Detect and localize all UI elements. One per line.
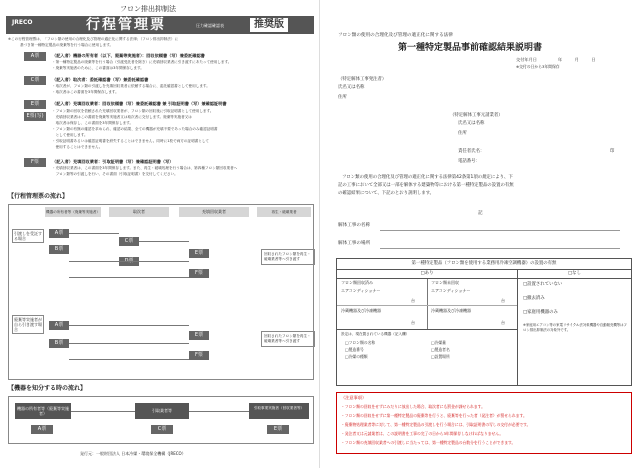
retention-note: ※交付の日から3年間保存 bbox=[516, 64, 560, 69]
section-heading: （記入者）取次者：委託確認書（写）兼委託確認書 bbox=[52, 77, 149, 82]
col-no[interactable]: □なし bbox=[518, 269, 631, 279]
flow-arrow bbox=[69, 233, 119, 234]
table-divider bbox=[337, 305, 517, 306]
table-header: 第一種特定製品（フロン類を使用する業務用冷凍空調機器）の設置の有無 bbox=[337, 259, 631, 270]
flow-col-recovery: 充填回収業者 bbox=[179, 207, 249, 217]
form-e: E票 bbox=[189, 249, 209, 258]
page-title: 行程管理票 bbox=[86, 17, 166, 33]
body-line-2: 記の工事において全部又は一部を解体する建築物等における第一種特定製品の設置の有無 bbox=[338, 183, 514, 188]
unit-label: 台 bbox=[501, 298, 505, 303]
equipment-table bbox=[336, 258, 632, 386]
unit-label: 台 bbox=[501, 320, 505, 325]
title-sub: 圧力確認確認表 bbox=[196, 23, 224, 28]
form-c: C票 bbox=[151, 425, 173, 434]
note-item: ・フロン類の回収をせずに第一種特定製品の廃棄等を行うと、廃棄等を行った者（発注者）が罰せられます。 bbox=[341, 413, 527, 418]
check-item[interactable]: □製造番号 bbox=[345, 347, 364, 352]
cell-recovered: フロン類回収済み bbox=[341, 280, 373, 285]
section-line: ・取次者はこの書面を3年間保存します。 bbox=[52, 90, 119, 94]
device-step-collector: 引取業者等 bbox=[135, 403, 189, 419]
device-flow-diagram bbox=[8, 396, 314, 444]
section-line: ・第一種特定製品の廃棄等を行う場合（引渡受託者を除き）に充填回収業者に引き渡すにあたって使用します。 bbox=[52, 60, 232, 64]
form-f: F票 bbox=[189, 351, 209, 360]
check-label: 設定は、現在置されている機器（記入欄） bbox=[341, 332, 410, 336]
unit-label: 台 bbox=[411, 298, 415, 303]
form-d: D票 bbox=[119, 257, 139, 266]
notes-title: （注意事項） bbox=[341, 395, 367, 400]
site-address-label: 解体工事の場所 bbox=[338, 241, 371, 246]
form-e: E票 bbox=[189, 331, 209, 340]
unit-label: 台 bbox=[411, 320, 415, 325]
section-line: ・フロン類の回収を依頼された充填回収業者が、フロン類の回収後に引取証明書として使用します。 bbox=[52, 109, 214, 113]
seal-mark: 印 bbox=[610, 149, 615, 154]
flow-col-owner: 機器の所有者等（廃棄等実施者） bbox=[45, 207, 101, 217]
flow-note-lower: 回収されたフロン類を再生・破壊業者等へ引き渡す bbox=[261, 331, 315, 347]
flow-case-delegated: 引渡しを受託する場合 bbox=[14, 231, 42, 241]
check-item[interactable]: □冷媒の種類 bbox=[345, 354, 368, 359]
law-caption: フロン排出抑制法 bbox=[120, 5, 176, 13]
applicant-address: 住所 bbox=[338, 95, 347, 100]
site-name-label: 解体工事の名称 bbox=[338, 223, 371, 228]
section-line: ・充填回収業者は、この書面を3年間保存します。また、再生・破壊処理を行う場合は、第四種フロン類回収業者へ bbox=[52, 166, 238, 170]
section-line: 充填回収業者はこの書面を廃棄等実施者又は取次者に交付します。廃棄等実施者又は bbox=[52, 115, 192, 119]
household-note: ※家庭用エアコン等の家電リサイクル法対象機器や自動販売機等はフロン排出抑制法の対象外です。 bbox=[523, 323, 627, 332]
applicant-label: （特定解体工事発注者） bbox=[338, 77, 387, 82]
section-tag: A票 bbox=[24, 52, 46, 61]
form-b: B票 bbox=[49, 339, 69, 348]
section-tag: E票(写) bbox=[24, 112, 46, 121]
device-step-owner: 機器の所有者等（廃棄等実施者） bbox=[15, 403, 71, 419]
contractor-address: 住所 bbox=[458, 131, 467, 136]
contractor-name: 氏名又は名称 bbox=[458, 121, 485, 126]
section-tag: E票 bbox=[24, 100, 46, 109]
ki-heading: 記 bbox=[478, 211, 483, 216]
flow-arrow bbox=[189, 411, 249, 412]
option-not-installed[interactable]: □設置されていない bbox=[523, 282, 563, 287]
table-divider bbox=[517, 278, 518, 386]
contractor-label: （特定解体工事元請業者） bbox=[450, 113, 503, 118]
body-line-1: フロン類の使用の合理化及び管理の適正化に関する法律第42条第1項の規定により、下 bbox=[342, 175, 513, 180]
flow-col-agent: 取次者 bbox=[109, 207, 169, 217]
notes-box bbox=[336, 392, 632, 454]
applicant-name: 氏名又は名称 bbox=[338, 85, 365, 90]
site-name-field[interactable] bbox=[380, 230, 620, 231]
section-line: フロン類等の引渡しを行い、その書面（引取証明書）を交付してください。 bbox=[52, 172, 178, 176]
law-line: フロン類の使用の合理化及び管理の適正化に関する法律 bbox=[338, 33, 453, 38]
section-heading: （記入者）充填回収業者：回収依頼書（写）兼委託確認書 兼 引取証明書（写）兼確認証明書 bbox=[52, 101, 227, 106]
section-line: として使用します。 bbox=[52, 133, 88, 137]
phone-label: 電話番号： bbox=[458, 159, 480, 164]
cell-fridge-unrecovered: 冷蔵機器及び冷凍機器 bbox=[431, 308, 471, 313]
check-item[interactable]: □冷媒量 bbox=[431, 340, 446, 345]
col-yes[interactable]: □あり bbox=[337, 269, 518, 279]
body-line-3: の確認結果について、下記のとおり説明します。 bbox=[338, 191, 435, 196]
section-heading: （記入者）機器の所有者（以下、廃棄等実施者）：回収依頼書（写）兼委託確認書 bbox=[52, 53, 205, 58]
cell-aircon-recovered: エアコンディショナー bbox=[341, 288, 381, 293]
title-bar bbox=[6, 16, 314, 34]
section-tag: C票 bbox=[24, 76, 46, 85]
flow-arrow bbox=[71, 411, 135, 412]
intro-line-1: ※この行程管理票は、「フロン類の使用の合理化及び管理の適正化に関する法律」（フロン排出抑制法）に bbox=[8, 37, 179, 41]
right-page-precheck-report bbox=[320, 0, 640, 468]
form-e: E票 bbox=[267, 425, 289, 434]
note-item: ・発注者又は元請業者は、この説明書を工事の完了の日から3年間保存しなければなりません。 bbox=[341, 431, 504, 436]
flow-case-direct: 廃棄等実施者が自ら引き渡す場合 bbox=[14, 317, 42, 332]
flow-col-destroy: 再生・破壊業者 bbox=[257, 207, 311, 217]
form-a: A票 bbox=[31, 425, 53, 434]
flow-title: 【行程管理票の流れ】 bbox=[8, 193, 69, 200]
section-line: 取次者は保存し、この書面を3年間保存します。 bbox=[52, 121, 134, 125]
form-a: A票 bbox=[49, 321, 69, 330]
option-household-only[interactable]: □家庭用機器のみ bbox=[523, 310, 558, 315]
form-a: A票 bbox=[49, 229, 69, 238]
cell-fridge-recovered: 冷蔵機器及び冷凍機器 bbox=[341, 308, 381, 313]
section-line: ・廃棄等実施者のために、この書面は3年間保存します。 bbox=[52, 66, 144, 70]
issue-date: 交付年月日 年 月 日 bbox=[516, 57, 596, 62]
section-line: ・引取証明書あるいは確認証明書を紛失することはできません。同時に1枚で両方の証明書として bbox=[52, 139, 210, 143]
flow-note-upper: 回収されたフロン類を再生・破壊業者等へ引き渡す bbox=[261, 249, 315, 265]
form-c: C票 bbox=[119, 237, 139, 246]
note-item: ・フロン類の回収をせずにみだりに放出した場合、取次者にも罰金が課せられます。 bbox=[341, 404, 485, 409]
section-line: ・取次者が、フロン類の引渡しを充填回収業者に依頼する場合に、委託確認書として使用します。 bbox=[52, 84, 210, 88]
flow-diagram bbox=[8, 204, 314, 380]
form-b: B票 bbox=[49, 245, 69, 254]
section-heading: （記入者）充填回収業者：引取証明書（写）兼確認証明書（写） bbox=[52, 159, 174, 164]
table-divider bbox=[427, 279, 428, 329]
flow-arrow bbox=[69, 359, 189, 360]
check-item[interactable]: □製造者名 bbox=[431, 347, 450, 352]
flow-arrow bbox=[69, 325, 189, 326]
check-item[interactable]: □設置場所 bbox=[431, 354, 450, 359]
section-line: ・フロン類の有無の確認を求められ、確認の結果、全ての機器が充填不要であった場合のみ確認証明書 bbox=[52, 127, 218, 131]
report-title: 第一種特定製品事前確認結果説明書 bbox=[398, 43, 543, 53]
cell-unrecovered: フロン類未回収 bbox=[431, 280, 459, 285]
device-step-recovery: 引取事業実施者（回収業者等） bbox=[249, 403, 309, 419]
flow-arrow bbox=[139, 241, 189, 242]
publisher-footer: 発行元：一般財団法人 日本冷媒・環境保全機構（JRECO） bbox=[80, 451, 186, 456]
device-flow-title: 【機器を知分する時の流れ】 bbox=[8, 385, 87, 392]
section-line: 使用することはできません。 bbox=[52, 145, 103, 149]
flow-arrow bbox=[69, 261, 189, 262]
note-item: ・フロン類の充填回収業者への引渡しに当たっては、第一種特定製品の台数分を行うことができます。 bbox=[341, 440, 516, 445]
site-address-field[interactable] bbox=[380, 248, 620, 249]
flow-arrow bbox=[69, 343, 189, 344]
check-item[interactable]: □フロン類の名称 bbox=[345, 340, 376, 345]
jreco-logo: JRECO bbox=[12, 19, 33, 26]
responsible-person: 責任者氏名： bbox=[458, 149, 485, 154]
option-removed[interactable]: □撤去済み bbox=[523, 296, 545, 301]
form-f: F票 bbox=[189, 269, 209, 278]
flow-arrow bbox=[69, 277, 189, 278]
cell-aircon-unrecovered: エアコンディショナー bbox=[431, 288, 471, 293]
table-divider bbox=[337, 329, 517, 330]
recommended-badge: 推奨版 bbox=[250, 18, 288, 32]
intro-line-2: 基づき第一種特定製品の廃棄等を行う場合に使用します。 bbox=[20, 43, 114, 47]
section-tag: F票 bbox=[24, 158, 46, 167]
note-item: ・廃棄物処理業者等に対して、第一種特定製品の引渡しを行う場合には、引取証明書の写しの交付が必要です。 bbox=[341, 422, 531, 427]
